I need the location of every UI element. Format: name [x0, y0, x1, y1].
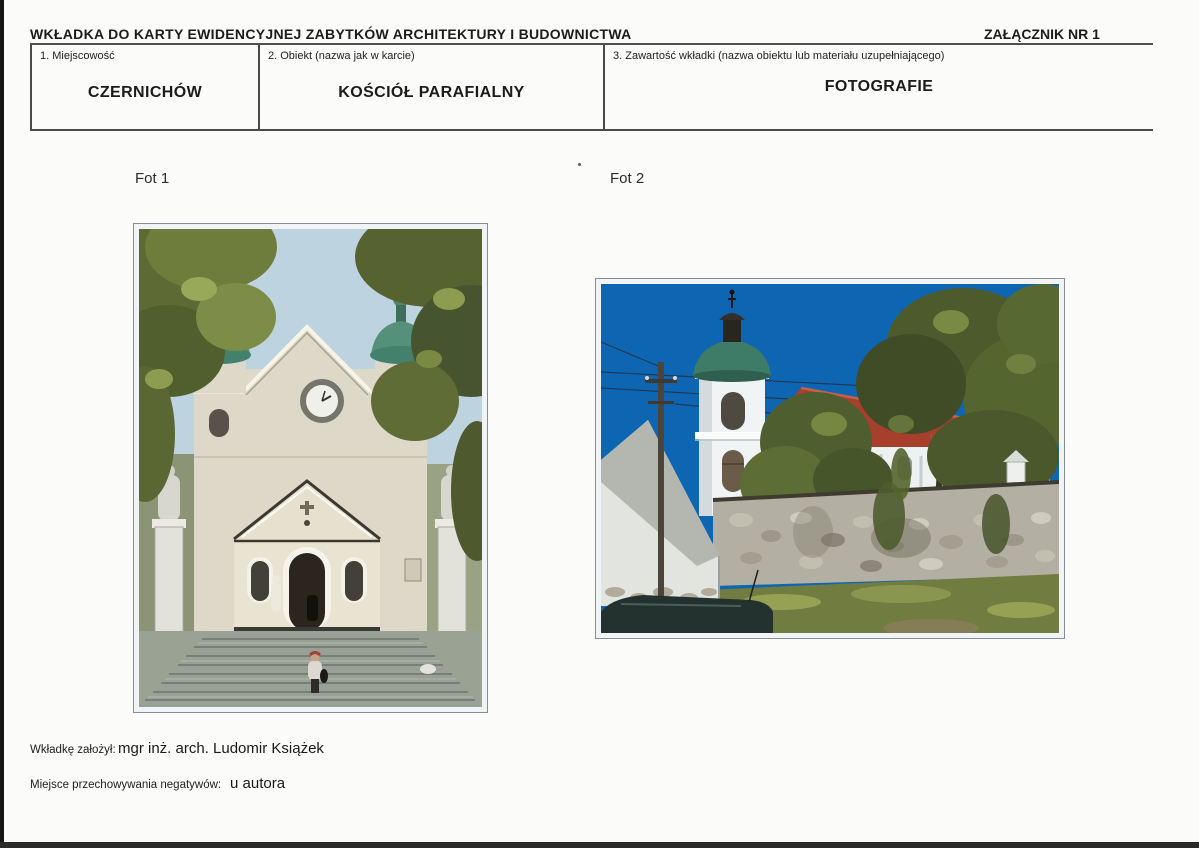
photo-1-church-front: [133, 223, 488, 713]
cell-obiekt: [260, 45, 605, 129]
photo1-clock: [303, 382, 341, 420]
attachment-number: ZAŁĄCZNIK NR 1: [984, 26, 1100, 42]
cell-miejscowosc: [32, 45, 260, 129]
cell-zawartosc: [605, 45, 1153, 129]
cell-miejscowosc-label: 1. Miejscowość: [40, 50, 115, 62]
photo-2-image: [601, 284, 1059, 633]
photo-1-image: [139, 229, 482, 707]
cell-obiekt-label: 2. Obiekt (nazwa jak w karcie): [268, 50, 415, 62]
scan-speck: [578, 163, 581, 166]
header-table: [30, 45, 1153, 131]
photo1-small-animal: [420, 664, 436, 674]
negatives-value: u autora: [230, 775, 286, 792]
photo-2-church-side: [595, 278, 1065, 639]
author-label: Wkładkę założył:: [30, 744, 116, 756]
cell-zawartosc-value: FOTOGRAFIE: [824, 78, 934, 95]
negatives-label: Miejsce przechowywania negatywów:: [30, 779, 222, 791]
photo1-plaque: [405, 559, 421, 581]
cell-obiekt-value: KOŚCIÓŁ PARAFIALNY: [338, 84, 525, 101]
document-title: WKŁADKA DO KARTY EWIDENCYJNEJ ZABYTKÓW ARCHITEKTURY I BUDOWNICTWA: [30, 26, 632, 42]
photo-1-caption: Fot 1: [135, 170, 170, 187]
scan-edge-bottom: [0, 842, 1199, 848]
photo-2-caption: Fot 2: [610, 170, 645, 187]
cell-miejscowosc-value: CZERNICHÓW: [87, 84, 203, 101]
scan-edge-left: [0, 0, 4, 848]
cell-zawartosc-label: 3. Zawartość wkładki (nazwa obiektu lub materiału uzupełniającego): [613, 50, 945, 62]
author-value: mgr inż. arch. Ludomir Książek: [118, 740, 324, 757]
